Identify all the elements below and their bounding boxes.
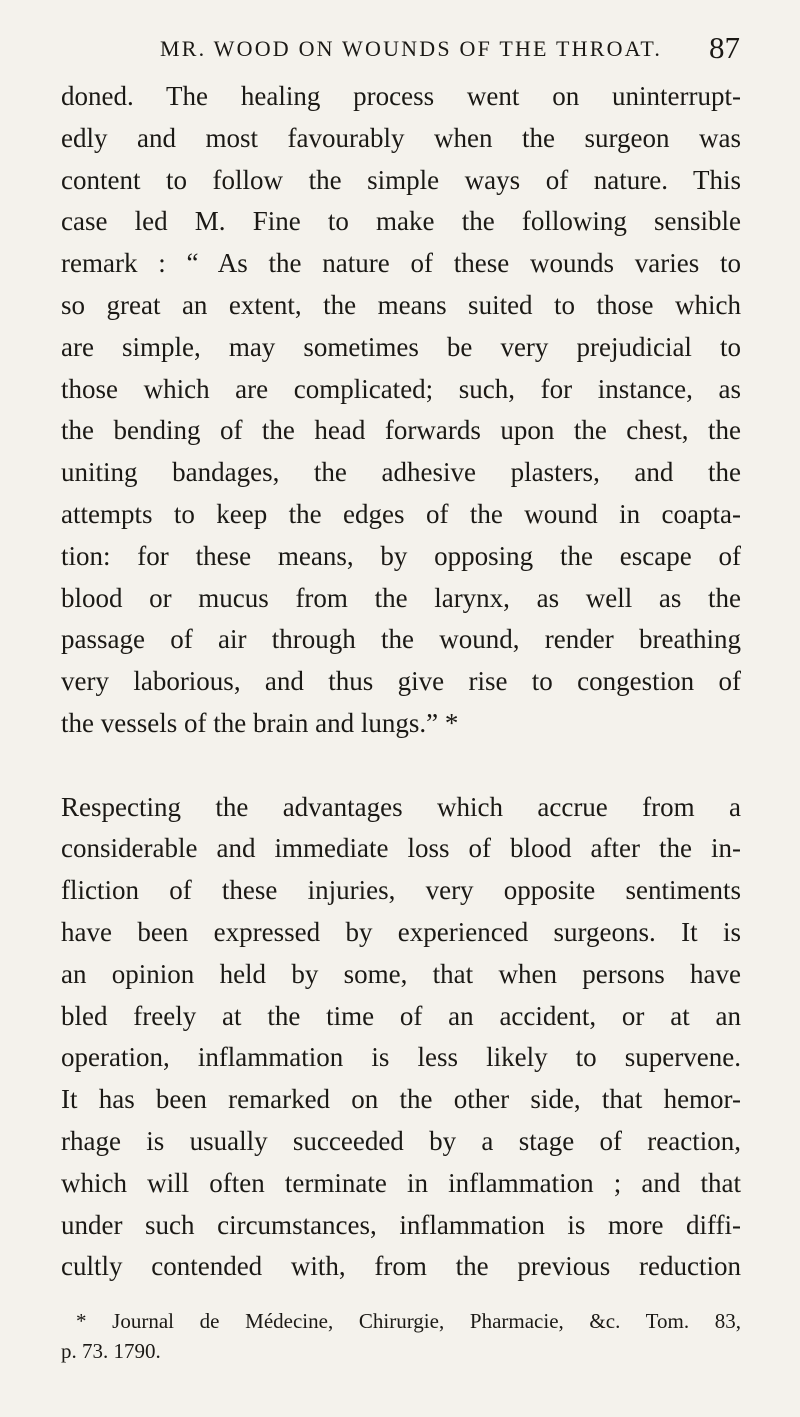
text-line: which will often terminate in inflammation ; and that — [61, 1167, 741, 1198]
running-title: MR. WOOD ON WOUNDS OF THE THROAT. — [160, 36, 663, 61]
text-line: doned. The healing process went on uninterrupt- — [61, 81, 741, 111]
paragraph-gap — [61, 745, 741, 787]
text-line: considerable and immediate loss of blood after the in- — [61, 833, 741, 864]
text-line: edly and most favourably when the surgeon was — [61, 122, 741, 153]
text-line: under such circumstances, inflammation is more diffi- — [61, 1209, 741, 1240]
text-line: the bending of the head forwards upon the chest, the — [61, 415, 741, 446]
running-head — [160, 30, 740, 66]
text-line: bled freely at the time of an accident, or at an — [61, 1000, 741, 1031]
text-line: uniting bandages, the adhesive plasters, and the — [61, 457, 741, 488]
text-line: fliction of these injuries, very opposite sentiments — [61, 875, 741, 906]
text-line: the vessels of the brain and lungs.” * — [61, 707, 459, 738]
paragraph-2 — [61, 787, 741, 1289]
text-line: cultly contended with, from the previous reduction — [61, 1251, 741, 1282]
text-line: an opinion held by some, that when persons have — [61, 958, 741, 989]
body-text — [61, 76, 741, 1288]
text-line: remark : “ As the nature of these wounds varies to — [61, 248, 741, 279]
text-line: very laborious, and thus give rise to congestion of — [61, 666, 741, 697]
page-number: 87 — [709, 30, 740, 65]
text-line: case led M. Fine to make the following sensible — [61, 206, 741, 237]
text-line: are simple, may sometimes be very prejudicial to — [61, 331, 741, 362]
text-line: attempts to keep the edges of the wound in coapta- — [61, 498, 741, 529]
text-line: so great an extent, the means suited to those which — [61, 289, 741, 320]
text-line: tion: for these means, by opposing the escape of — [61, 540, 741, 571]
text-line: blood or mucus from the larynx, as well as the — [61, 582, 741, 613]
text-line: those which are complicated; such, for instance, as — [61, 373, 741, 404]
text-line: Respecting the advantages which accrue from a — [61, 791, 741, 822]
text-line: It has been remarked on the other side, that hemor- — [61, 1084, 741, 1115]
text-line: rhage is usually succeeded by a stage of reaction, — [61, 1125, 741, 1156]
paragraph-1 — [61, 76, 741, 745]
footnote — [61, 1306, 741, 1366]
footnote-line: p. 73. 1790. — [61, 1339, 161, 1363]
footnote-line: * Journal de Médecine, Chirurgie, Pharmacie, &c. Tom. 83, — [76, 1309, 741, 1333]
text-line: have been expressed by experienced surgeons. It is — [61, 916, 741, 947]
text-line: operation, inflammation is less likely to supervene. — [61, 1042, 741, 1073]
text-line: content to follow the simple ways of nature. This — [61, 164, 741, 195]
text-line: passage of air through the wound, render breathing — [61, 624, 741, 655]
